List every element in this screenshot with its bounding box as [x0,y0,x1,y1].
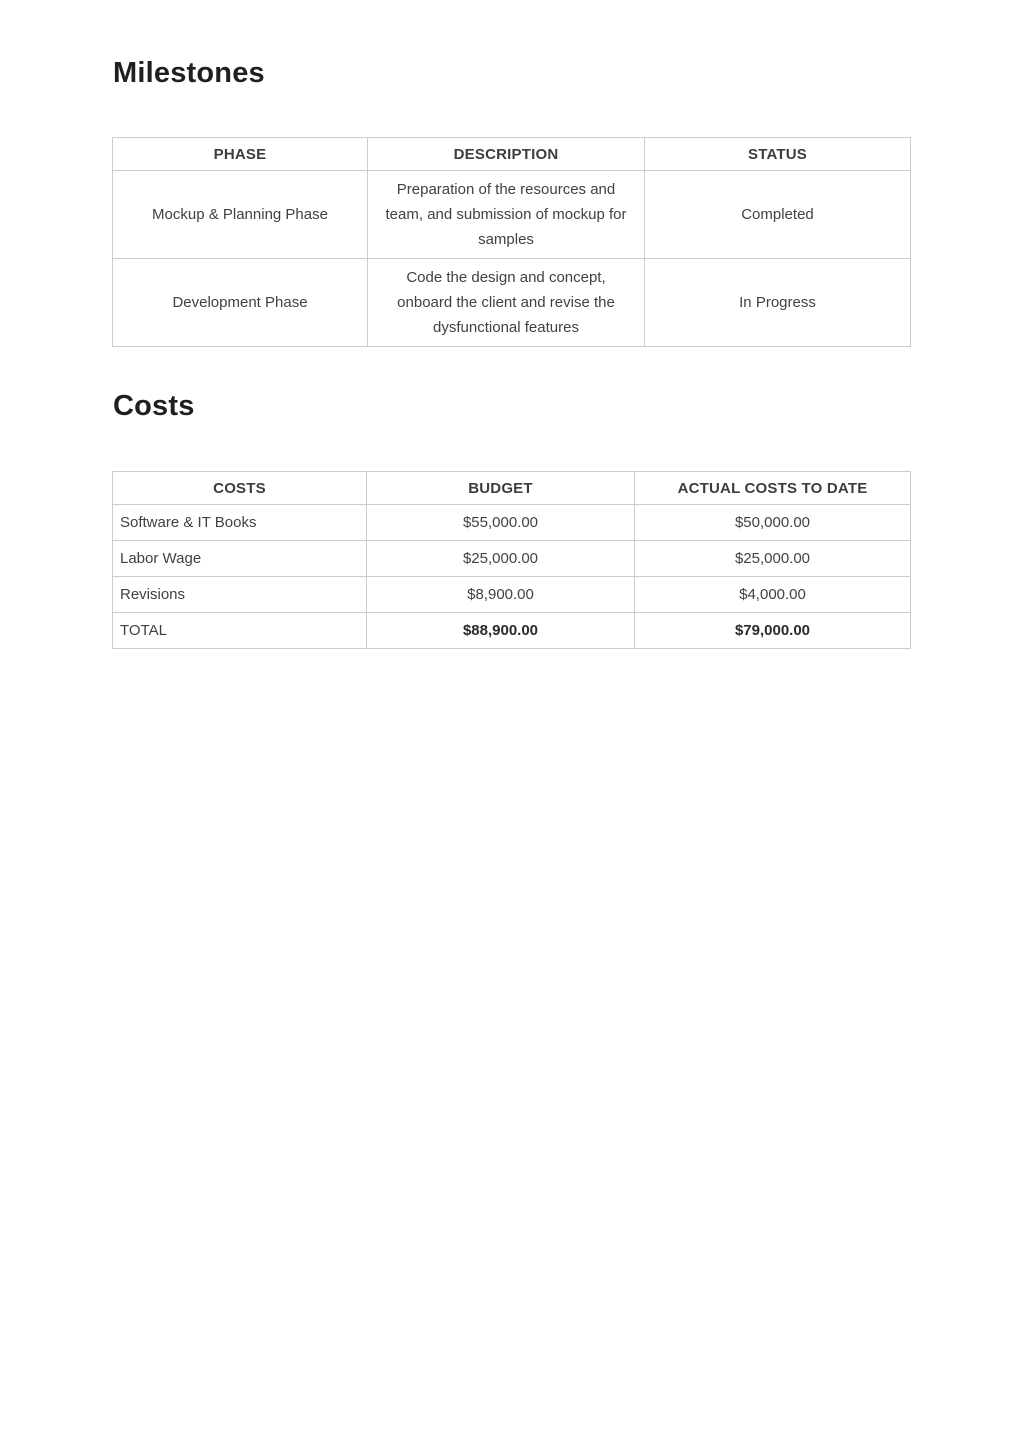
milestones-heading: Milestones [113,57,265,89]
cost-budget: $55,000.00 [367,505,635,541]
cost-item: Revisions [113,577,367,613]
costs-header-costs: COSTS [113,472,367,505]
costs-header-actual: ACTUAL COSTS TO DATE [635,472,911,505]
table-row [113,171,911,259]
costs-header-row [113,472,911,505]
milestone-phase: Mockup & Planning Phase [113,171,368,259]
table-row [113,577,911,613]
cost-item: Software & IT Books [113,505,367,541]
table-row [113,259,911,347]
cost-actual: $50,000.00 [635,505,911,541]
table-row [113,541,911,577]
costs-heading: Costs [113,390,195,422]
milestones-header-phase: PHASE [113,138,368,171]
milestones-header-description: DESCRIPTION [368,138,645,171]
cost-total-actual: $79,000.00 [635,613,911,649]
milestone-status: Completed [645,171,911,259]
cost-total-label: TOTAL [113,613,367,649]
milestone-status: In Progress [645,259,911,347]
milestone-description: Preparation of the resources and team, and submission of mockup for samples [368,171,645,259]
milestones-table [112,137,911,347]
milestone-description: Code the design and concept, onboard the client and revise the dysfunctional features [368,259,645,347]
milestones-header-status: STATUS [645,138,911,171]
cost-budget: $8,900.00 [367,577,635,613]
cost-actual: $25,000.00 [635,541,911,577]
cost-total-budget: $88,900.00 [367,613,635,649]
cost-actual: $4,000.00 [635,577,911,613]
cost-item: Labor Wage [113,541,367,577]
costs-header-budget: BUDGET [367,472,635,505]
costs-table [112,471,911,649]
milestones-header-row [113,138,911,171]
table-row [113,505,911,541]
costs-total-row [113,613,911,649]
cost-budget: $25,000.00 [367,541,635,577]
milestone-phase: Development Phase [113,259,368,347]
